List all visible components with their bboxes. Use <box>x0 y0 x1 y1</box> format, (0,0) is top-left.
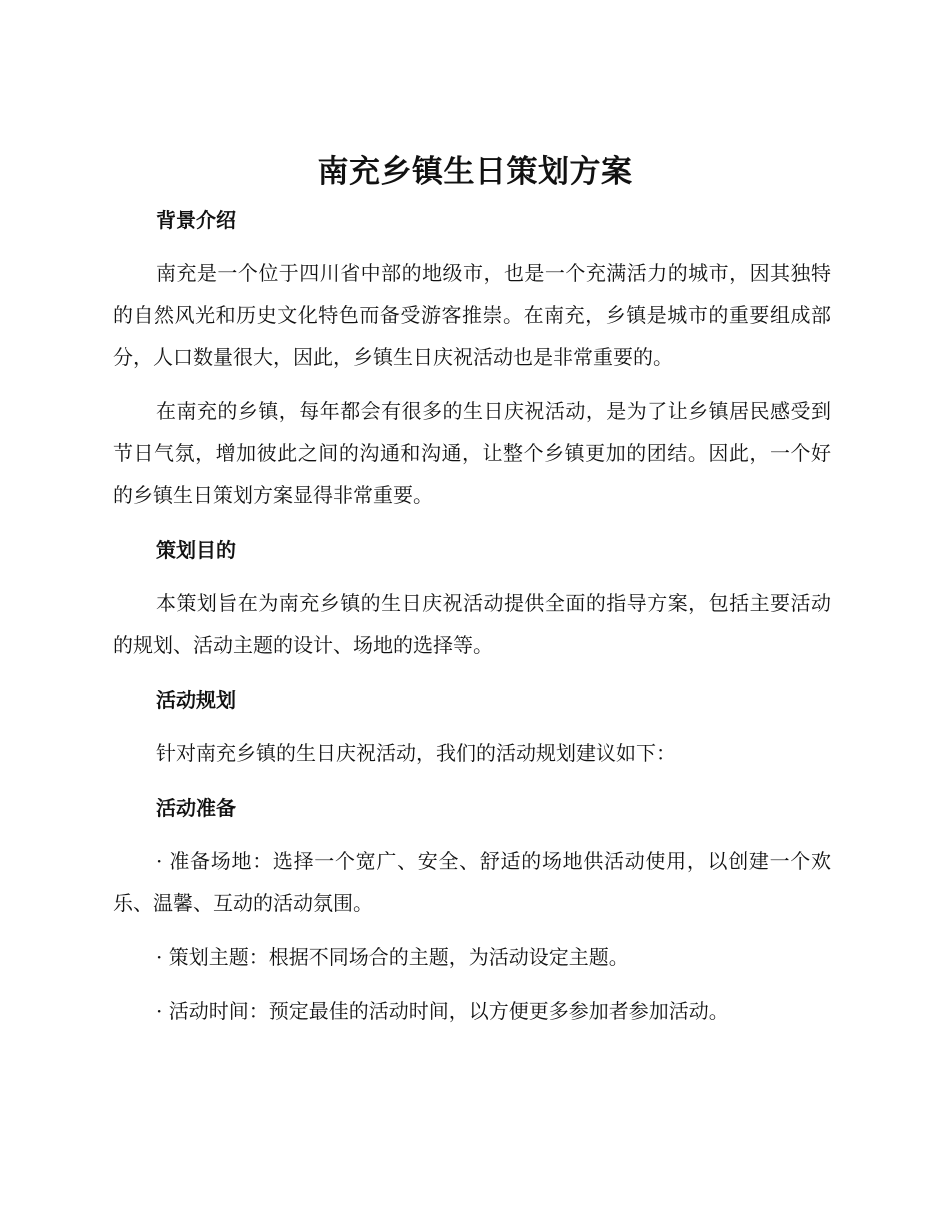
document-body <box>113 200 831 1032</box>
section-heading-purpose: 策划目的 <box>156 538 236 562</box>
background-paragraph-1: 南充是一个位于四川省中部的地级市，也是一个充满活力的城市，因其独特的自然风光和历史文化特色而备受游客推崇。在南充，乡镇是城市的重要组成部分，人口数量很大，因此，乡镇生日庆祝活动也是非常重要的。 <box>113 261 831 369</box>
document-title: 南充乡镇生日策划方案 <box>317 154 633 190</box>
section-heading-planning: 活动规划 <box>156 688 236 712</box>
section-heading-background: 背景介绍 <box>156 208 236 232</box>
planning-paragraph: 针对南充乡镇的生日庆祝活动，我们的活动规划建议如下： <box>156 741 676 765</box>
background-paragraph-2: 在南充的乡镇，每年都会有很多的生日庆祝活动，是为了让乡镇居民感受到节日气氛，增加彼此之间的沟通和沟通，让整个乡镇更加的团结。因此，一个好的乡镇生日策划方案显得非常重要。 <box>113 399 831 507</box>
preparation-list-item: · 策划主题：根据不同场合的主题，为活动设定主题。 <box>156 945 629 969</box>
purpose-paragraph: 本策划旨在为南充乡镇的生日庆祝活动提供全面的指导方案，包括主要活动的规划、活动主题的设计、场地的选择等。 <box>113 591 831 657</box>
preparation-list-item: · 准备场地：选择一个宽广、安全、舒适的场地供活动使用，以创建一个欢乐、温馨、互动的活动氛围。 <box>113 849 831 915</box>
section-heading-preparation: 活动准备 <box>156 796 236 820</box>
preparation-list-item: · 活动时间：预定最佳的活动时间，以方便更多参加者参加活动。 <box>156 999 729 1023</box>
